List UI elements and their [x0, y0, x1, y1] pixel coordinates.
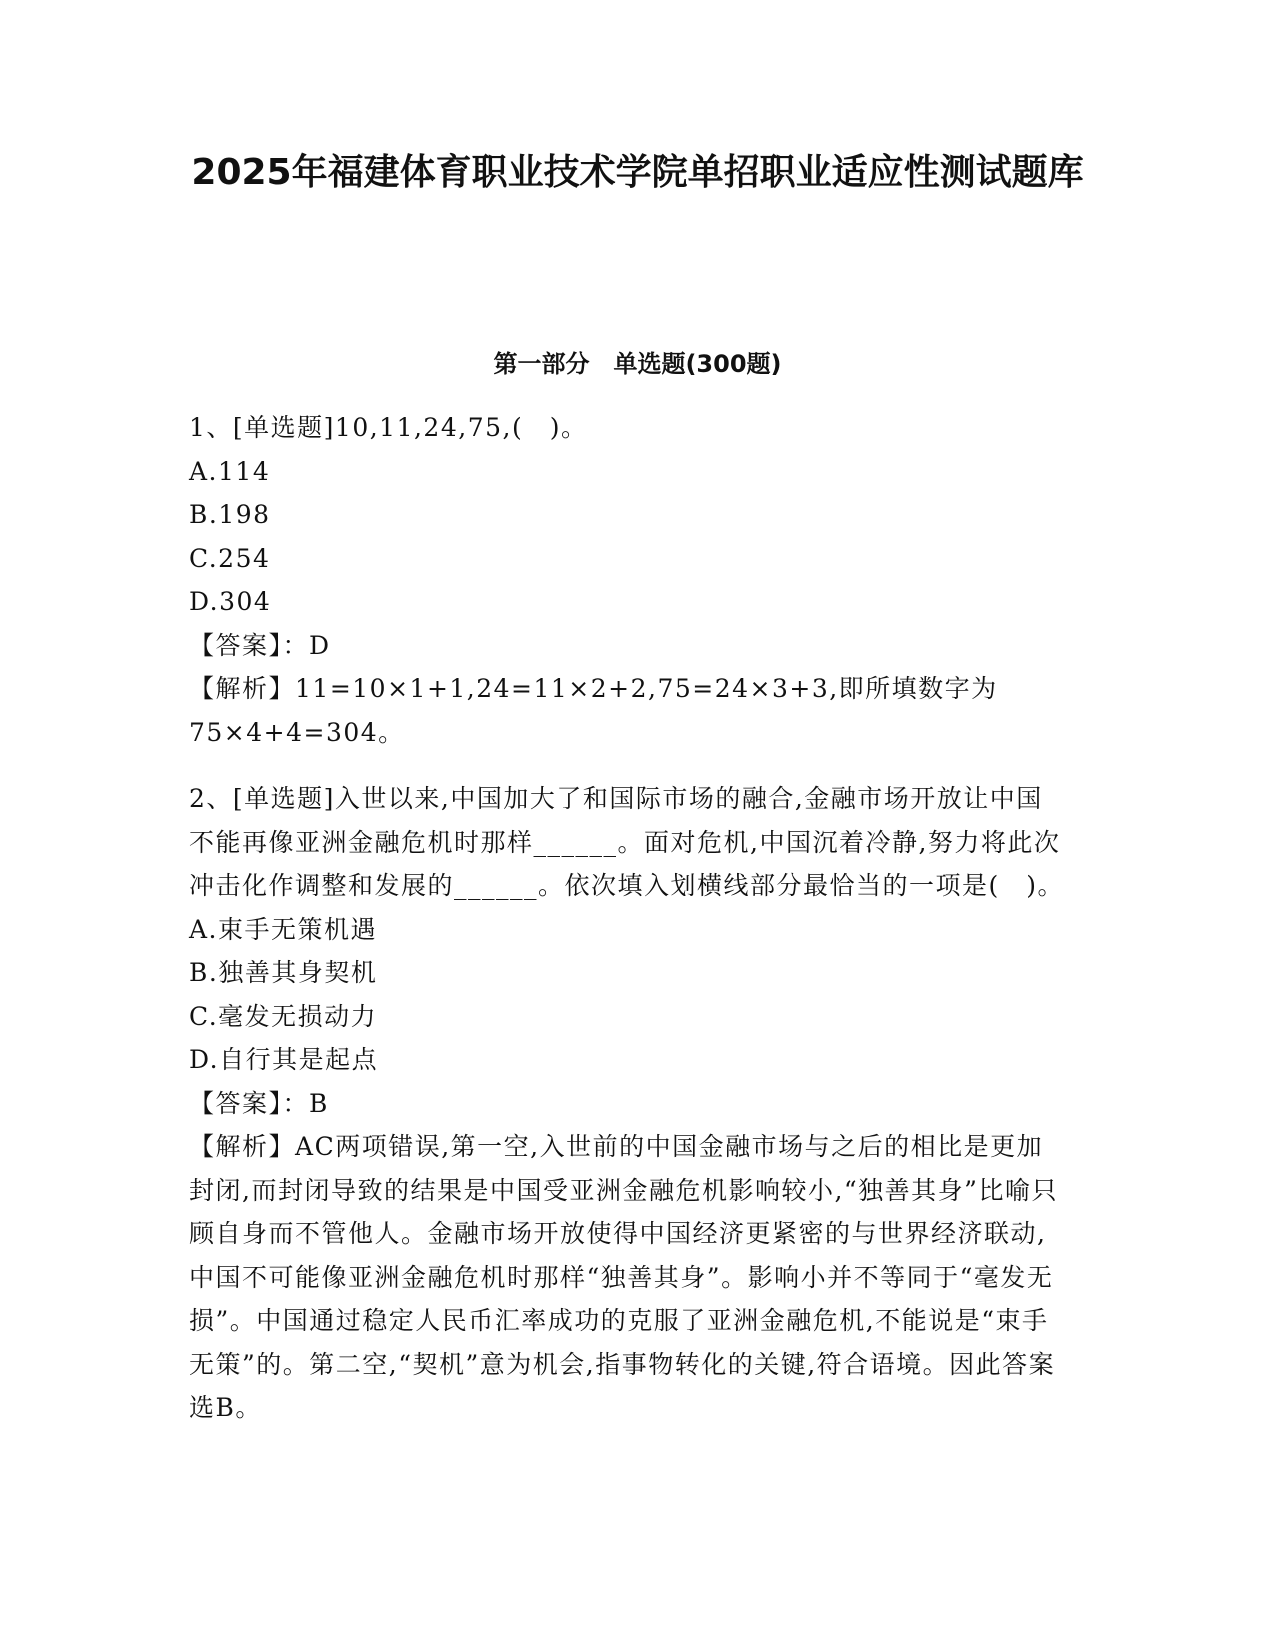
explanation-text: AC两项错误,第一空,入世前的中国金融市场与之后的相比是更加封闭,而封闭导致的结果是中国受亚洲金融危机影响较小,“独善其身”比喻只顾自身而不管他人。金融市场开放使得中国经济更紧密的与世界经济联动,中国不可能像亚洲金融危机时那样“独善其身”。影响小并不等同于“毫发无损”。中国通过稳定人民币汇率成功的克服了亚洲金融危机,不能说是“束手无策”的。第二空,“契机”意为机会,指事物转化的关键,符合语境。因此答案选B。 [189, 1132, 1058, 1422]
document-title: 2025年福建体育职业技术学院单招职业适应性测试题库 [191, 152, 1084, 193]
question-2-option-b: B.独善其身契机 [189, 958, 378, 987]
answer-tag: 【答案】 [189, 1088, 283, 1118]
question-2-option-c: C.毫发无损动力 [189, 1001, 378, 1031]
question-1-option-b: B.198 [189, 500, 271, 529]
question-2-option-d: D.自行其是起点 [189, 1045, 379, 1074]
question-1-option-c: C.254 [189, 543, 271, 573]
question-1-stem: 1、[单选题]10,11,24,75,( )。 [189, 413, 588, 442]
answer-value: ：D [282, 630, 331, 660]
question-1-explanation [189, 667, 1069, 754]
question-1 [189, 406, 1069, 754]
answer-value: ：B [282, 1088, 329, 1118]
question-2-option-a: A.束手无策机遇 [189, 914, 378, 944]
question-2-stem: 2、[单选题]入世以来,中国加大了和国际市场的融合,金融市场开放让中国不能再像亚洲金融危机时那样______。面对危机,中国沉着冷静,努力将此次冲击化作调整和发展的______。依次填入划横线部分最恰当的一项是( )。 [189, 784, 1065, 900]
section-heading: 第一部分 单选题(300题) [493, 350, 782, 378]
question-2-answer [189, 1082, 1069, 1126]
answer-tag: 【答案】 [189, 630, 283, 660]
explanation-tag: 【解析】 [189, 1132, 296, 1161]
explanation-tag: 【解析】 [189, 674, 296, 703]
question-1-option-d: D.304 [189, 587, 272, 616]
question-2 [189, 777, 1069, 1430]
question-1-answer [189, 624, 1069, 668]
question-2-explanation [189, 1125, 1069, 1430]
explanation-text: 11=10×1+1,24=11×2+2,75=24×3+3,即所填数字为75×4+4=304。 [189, 674, 998, 747]
question-1-option-a: A.114 [189, 456, 271, 486]
